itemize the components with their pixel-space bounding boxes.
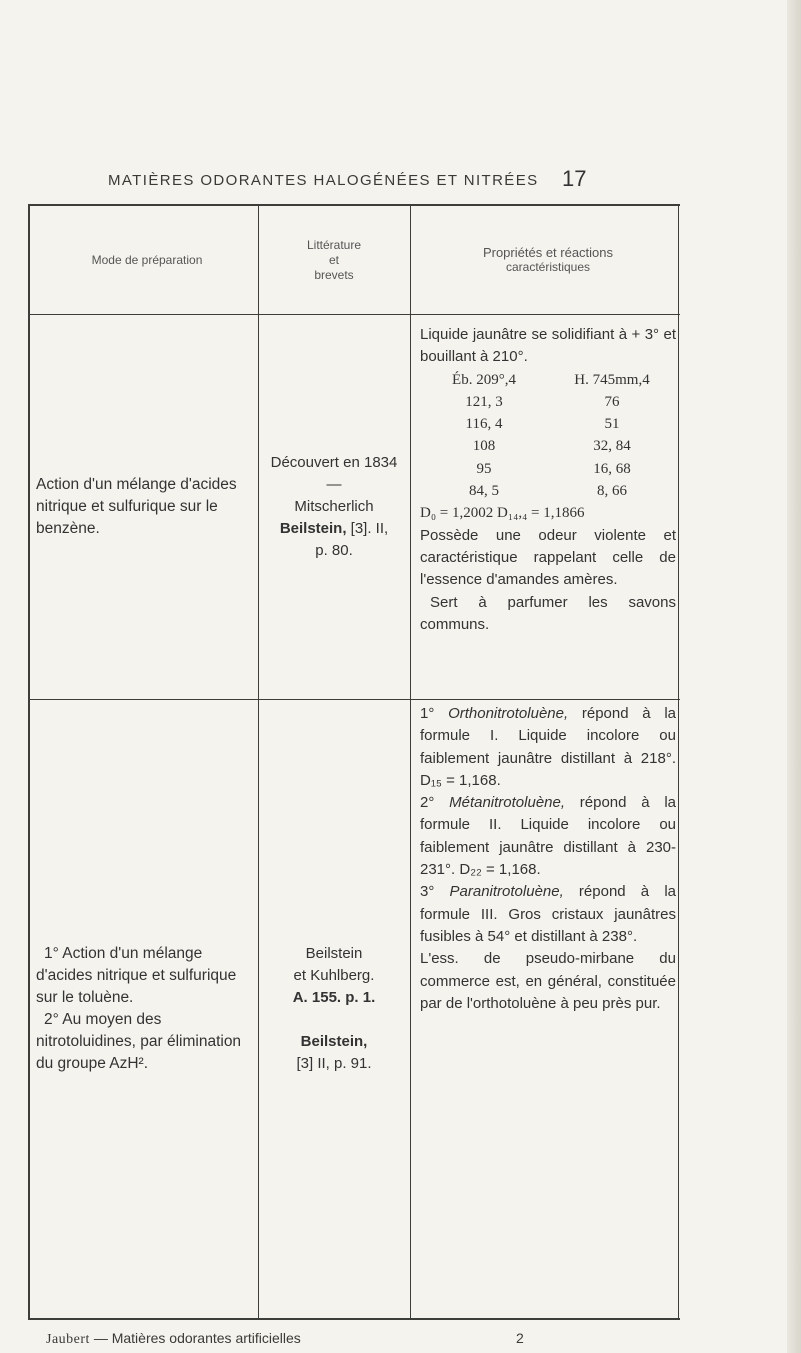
footer-author: Jaubert (46, 1332, 90, 1347)
row1-literature: Découvert en 1834 — Mitscherlich Beilstein, [3]. II, p. 80. (270, 453, 398, 559)
footer-title: Matières odorantes artificielles (111, 1330, 301, 1346)
table-row: Éb. 209°,4 H. 745mm,4 (452, 371, 650, 388)
header-literature: Littérature et brevets (306, 237, 362, 282)
row1-density: D₀ = 1,2002 D₁₄,₄ = 1,1866 (420, 505, 585, 522)
table-row: 84, 5 8, 66 (469, 483, 627, 500)
running-title: MATIÈRES ODORANTES HALOGÉNÉES ET NITRÉES (108, 172, 539, 189)
boiling-table (420, 369, 676, 503)
row1-mode: Action d'un mélange d'acides nitrique et sulfurique sur le benzène. (36, 475, 237, 537)
row2-mode: 1° Action d'un mélange d'acides nitrique et sulfurique sur le toluène. 2° Au moyen des nitrotoluidines, par élimination du groupe AzH². (36, 945, 242, 1072)
row1-use: Sert à parfumer les savons communs. (420, 593, 676, 633)
table-row: 121, 3 76 (465, 393, 620, 410)
row1-odor: Possède une odeur violente et caractéristique rappelant celle de l'essence d'amandes amères. (420, 526, 676, 589)
page-edge (787, 0, 801, 1353)
header-properties: Propriétés et réactions caractéristiques (482, 245, 614, 274)
footer-dash: — (93, 1330, 108, 1346)
row1-properties (412, 324, 682, 694)
row2-properties (412, 703, 682, 1317)
ortho-paragraph: 1° Orthonitrotoluène, répond à la formule I. Liquide incolore ou faiblement jaunâtre distillant à 218°. D₁₅ = 1,168. (420, 705, 676, 789)
footer (46, 1330, 666, 1348)
commerce-paragraph: L'ess. de pseudo-mirbane du commerce est, en général, constituée par de l'orthotoluène à peu près pur. (420, 950, 676, 1012)
column-divider (258, 206, 259, 1318)
meta-paragraph: 2° Métanitrotoluène, répond à la formule II. Liquide incolore ou faiblement jaunâtre distillant à 230-231°. D₂₂ = 1,168. (420, 794, 676, 879)
column-divider (410, 206, 411, 1318)
table-row: 116, 4 51 (465, 416, 620, 433)
running-head (0, 166, 801, 196)
page-number: 17 (562, 166, 587, 191)
para-paragraph: 3° Paranitrotoluène, répond à la formule III. Gros cristaux jaunâtres fusibles à 54° et distillant à 238°. (420, 883, 676, 945)
row2-literature: Beilstein et Kuhlberg. A. 155. p. 1. Beilstein, [3] II, p. 91. (292, 945, 376, 1072)
data-table (28, 204, 680, 1320)
table-row: 95 16, 68 (476, 460, 631, 477)
header-mode: Mode de préparation (91, 252, 203, 267)
row1-intro: Liquide jaunâtre se solidifiant à + 3° et bouillant à 210°. (420, 326, 676, 366)
footer-sheet-number: 2 (516, 1330, 524, 1346)
table-row: 108 32, 84 (472, 438, 631, 455)
